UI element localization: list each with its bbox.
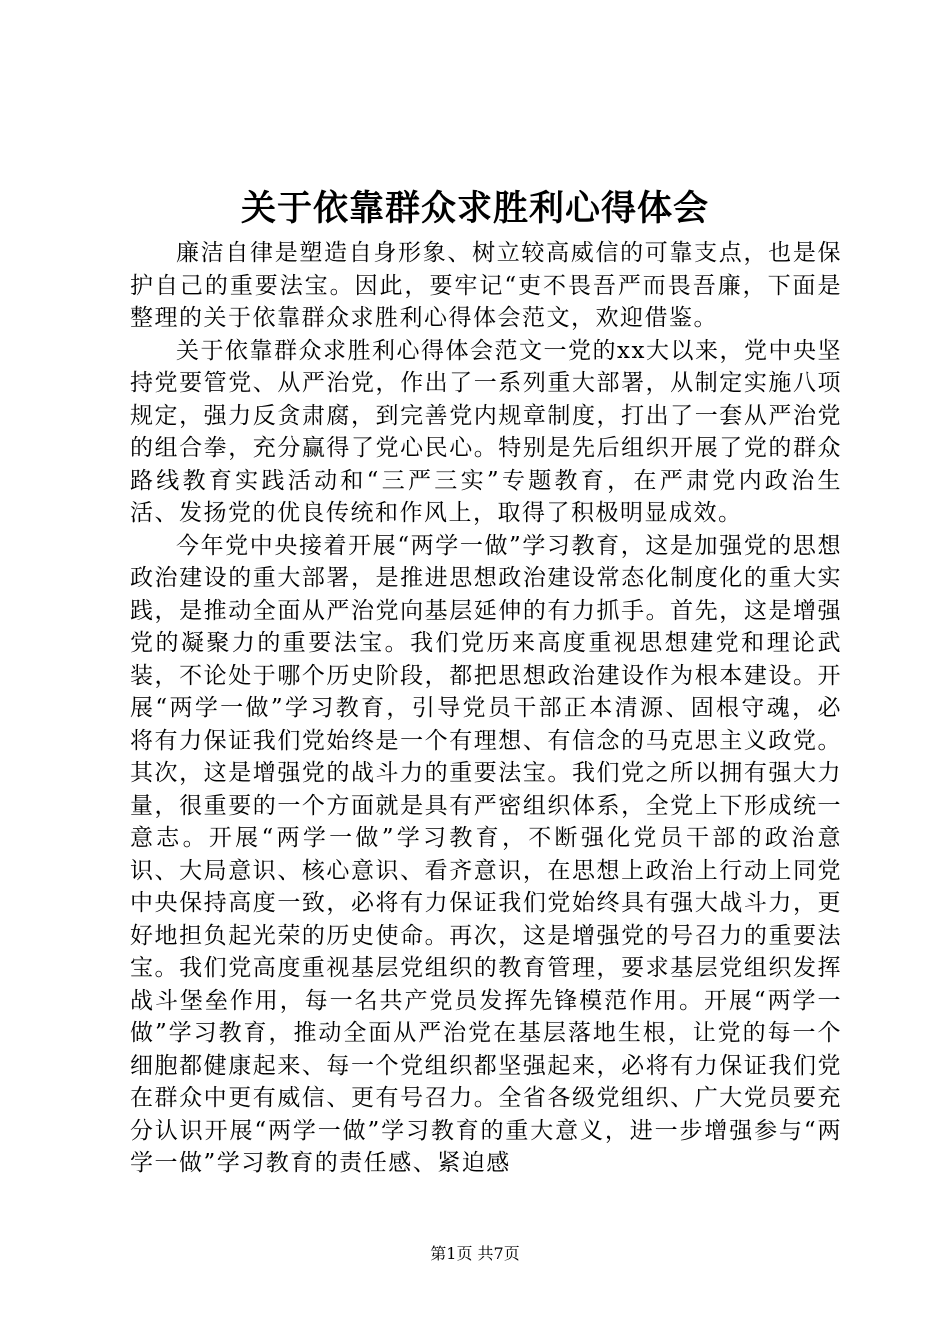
paragraph-essay-one-opening: 关于依靠群众求胜利心得体会范文一党的xx大以来，党中央坚持党要管党、从严治党，作出了一系列重大部署，从制定实施八项规定，强力反贪肃腐，到完善党内规章制度，打出了一套从严治党的组合拳，充分赢得了党心民心。特别是先后组织开展了党的群众路线教育实践活动和“三严三实”专题教育，在严肃党内政治生活、发扬党的优良传统和作风上，取得了积极明显成效。 xyxy=(130,337,842,526)
document-body xyxy=(130,237,842,1180)
page-footer: 第1页 共7页 xyxy=(430,1244,520,1263)
document-title: 关于依靠群众求胜利心得体会 xyxy=(240,188,709,229)
paragraph-intro: 廉洁自律是塑造自身形象、树立较高威信的可靠支点，也是保护自己的重要法宝。因此，要牢记“吏不畏吾严而畏吾廉，下面是整理的关于依靠群众求胜利心得体会范文，欢迎借鉴。 xyxy=(130,240,842,331)
paragraph-two-study-one-do: 今年党中央接着开展“两学一做”学习教育，这是加强党的思想政治建设的重大部署，是推进思想政治建设常态化制度化的重大实践，是推动全面从严治党向基层延伸的有力抓手。首先，这是增强党的凝聚力的重要法宝。我们党历来高度重视思想建党和理论武装，不论处于哪个历史阶段，都把思想政治建设作为根本建设。开展“两学一做”学习教育，引导党员干部正本清源、固根守魂，必将有力保证我们党始终是一个有理想、有信念的马克思主义政党。其次，这是增强党的战斗力的重要法宝。我们党之所以拥有强大力量，很重要的一个方面就是具有严密组织体系，全党上下形成统一意志。开展“两学一做”学习教育，不断强化党员干部的政治意识、大局意识、核心意识、看齐意识，在思想上政治上行动上同党中央保持高度一致，必将有力保证我们党始终具有强大战斗力，更好地担负起光荣的历史使命。再次，这是增强党的号召力的重要法宝。我们党高度重视基层党组织的教育管理，要求基层党组织发挥战斗堡垒作用，每一名共产党员发挥先锋模范作用。开展“两学一做”学习教育，推动全面从严治党在基层落地生根，让党的每一个细胞都健康起来、每一个党组织都坚强起来，必将有力保证我们党在群众中更有威信、更有号召力。全省各级党组织、广大党员要充分认识开展“两学一做”学习教育的重大意义，进一步增强参与“两学一做”学习教育的责任感、紧迫感 xyxy=(130,532,842,1176)
